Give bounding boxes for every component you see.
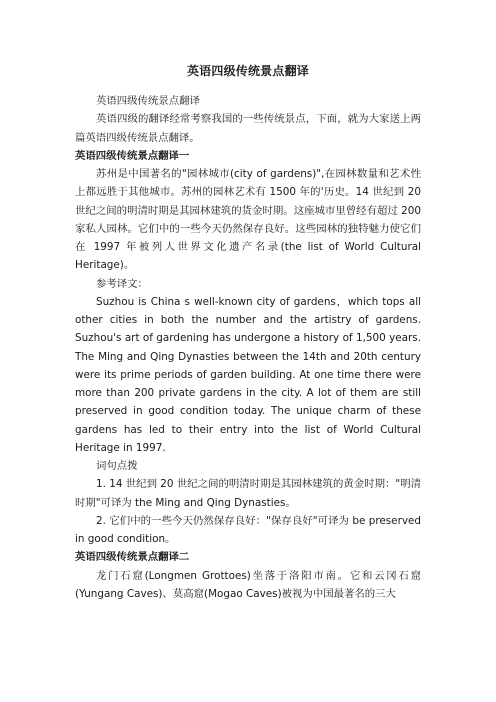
section-heading-2: 英语四级传统景点翻译二 <box>75 551 190 564</box>
intro-paragraph: 英语四级的翻译经常考察我国的一些传统景点，下面，就为大家送上两篇英语四级传统景点翻译。 <box>75 113 421 144</box>
suzhou-english-paragraph: Suzhou is China s well-known city of gardens，which tops all other cities in both the number and the artistry of gardens. Suzhou's art of gardening has undergone a history of 1,500 years. The Ming and Qing Dynasties between the 14th and 20th century were its prime periods of garden building. At one time there were more than 200 private gardens in the city. A lot of them are still preserved in good condition today. The unique charm of these gardens has led to their entry into the list of World Cultural Heritage in 1997. <box>75 295 421 454</box>
document-title: 英语四级传统景点翻译 <box>186 64 309 78</box>
note-item-1: 1. 14 世纪到 20 世纪之间的明清时期是其园林建筑的黄金时期："明清时期"可译为 the Ming and Qing Dynasties。 <box>75 478 421 509</box>
section-heading-1: 英语四级传统景点翻译一 <box>75 149 190 162</box>
suzhou-chinese-paragraph: 苏州是中国著名的"园林城市(city of gardens)",在园林数量和艺术性上都远胜于其他城市。苏州的园林艺术有 1500 年的'历史。14 世纪到 20 世纪之间的明清时期是其园林建筑的货金时期。这座城市里曾经有超过 200 家私人园林。它们中的一些今天仍然保存良好。这些园林的独特魅力使它们在 1997 年被列人世界文化遗产名录(the list of World Cultural Heritage)。 <box>75 168 421 272</box>
document-body <box>75 92 421 603</box>
reference-translation-label: 参考译文： <box>96 277 148 290</box>
note-item-2: 2. 它们中的一些今天仍然保存良好："保存良好"可译为 be preserved in good condition。 <box>75 514 421 545</box>
longmen-chinese-paragraph: 龙门石窟(Longmen Grottoes)坐落于洛阳市南。它和云冈石窟(Yungang Caves)、莫高窟(Mogao Caves)被视为中国最著名的三大 <box>75 569 421 600</box>
subtitle-paragraph: 英语四级传统景点翻译 <box>96 95 200 107</box>
vocabulary-notes-label: 词句点拨 <box>96 460 138 472</box>
